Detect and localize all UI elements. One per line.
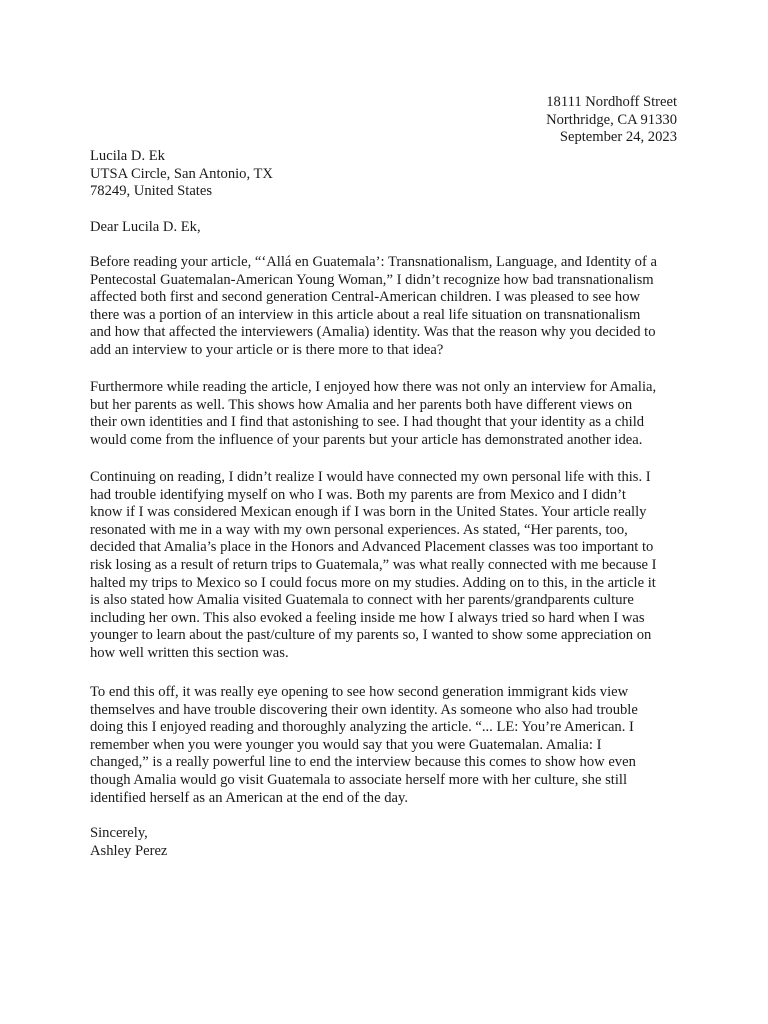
paragraph-line: remember when you were younger you would say that you were Guatemalan. Amalia: I bbox=[90, 736, 602, 753]
sender-address-block bbox=[546, 94, 677, 147]
sender-street: 18111 Nordhoff Street bbox=[546, 94, 677, 110]
paragraph-line: but her parents as well. This shows how Amalia and her parents both have different views on bbox=[90, 396, 633, 413]
paragraph-line: there was a portion of an interview in this article about a real life situation on transnationalism bbox=[90, 306, 641, 323]
paragraph-line: had trouble identifying myself on who I was. Both my parents are from Mexico and I didn’t bbox=[90, 486, 626, 503]
paragraph-line: doing this I enjoyed reading and thoroughly analyzing the article. “... LE: You’re American. I bbox=[90, 719, 634, 736]
paragraph-line: how well written this section was. bbox=[90, 644, 289, 661]
paragraph-line: would come from the influence of your parents but your article has demonstrated another idea. bbox=[90, 431, 643, 448]
signature-name: Ashley Perez bbox=[90, 842, 168, 859]
paragraph-line: risk losing as a result of return trips to Guatemala,” was what really connected with me because I bbox=[90, 556, 657, 573]
paragraph-line: Furthermore while reading the article, I enjoyed how there was not only an interview for Amalia, bbox=[90, 379, 657, 395]
paragraph-line: resonated with me in a way with my own personal experiences. As stated, “Her parents, too, bbox=[90, 521, 628, 538]
paragraph-line: Continuing on reading, I didn’t realize I would have connected my own personal life with this. I bbox=[90, 469, 651, 485]
closing-block bbox=[90, 825, 167, 860]
paragraph-line: and how that affected the interviewers (Amalia) identity. Was that the reason why you decided to bbox=[90, 324, 656, 341]
recipient-name: Lucila D. Ek bbox=[90, 148, 165, 164]
body-paragraph-1 bbox=[90, 254, 690, 360]
paragraph-line: including her own. This also evoked a feeling inside me how I always tried so hard when I was bbox=[90, 609, 645, 626]
paragraph-line: themselves and have trouble discovering their own identity. As someone who also had trouble bbox=[90, 701, 638, 718]
body-paragraph-4 bbox=[90, 684, 690, 807]
paragraph-line: though Amalia would go visit Guatemala to associate herself more with her culture, she still bbox=[90, 771, 628, 788]
recipient-address-block bbox=[90, 148, 273, 201]
paragraph-line: halted my trips to Mexico so I could focus more on my studies. Adding on to this, in the article it bbox=[90, 574, 656, 591]
paragraph-line: add an interview to your article or is there more to that idea? bbox=[90, 341, 444, 358]
paragraph-line: know if I was considered Mexican enough if I was born in the United States. Your article really bbox=[90, 504, 647, 521]
paragraph-line: is also stated how Amalia visited Guatemala to connect with her parents/grandparents culture bbox=[90, 592, 634, 609]
recipient-address-line1: UTSA Circle, San Antonio, TX bbox=[90, 165, 273, 182]
paragraph-line: decided that Amalia’s place in the Honors and Advanced Placement classes was too important to bbox=[90, 539, 654, 556]
paragraph-line: affected both first and second generation Central-American children. I was pleased to see how bbox=[90, 289, 641, 306]
body-paragraph-3 bbox=[90, 469, 690, 663]
paragraph-line: changed,” is a really powerful line to end the interview because this comes to show how even bbox=[90, 754, 636, 771]
letter-date: September 24, 2023 bbox=[559, 129, 677, 146]
paragraph-line: Before reading your article, “‘Allá en Guatemala’: Transnationalism, Language, and Identity of a bbox=[90, 254, 657, 270]
valediction: Sincerely, bbox=[90, 825, 148, 841]
paragraph-line: identified herself as an American at the end of the day. bbox=[90, 789, 408, 806]
paragraph-line: younger to learn about the past/culture of my parents so, I wanted to show some appreciation on bbox=[90, 627, 652, 644]
paragraph-line: Pentecostal Guatemalan-American Young Woman,” I didn’t recognize how bad transnationalism bbox=[90, 271, 654, 288]
paragraph-line: their own identities and I find that astonishing to see. I had thought that your identity as a child bbox=[90, 414, 645, 431]
body-paragraph-2 bbox=[90, 379, 690, 449]
sender-city-line: Northridge, CA 91330 bbox=[546, 111, 677, 128]
paragraph-line: To end this off, it was really eye opening to see how second generation immigrant kids view bbox=[90, 684, 629, 700]
recipient-address-line2: 78249, United States bbox=[90, 183, 213, 200]
salutation: Dear Lucila D. Ek, bbox=[90, 219, 201, 235]
